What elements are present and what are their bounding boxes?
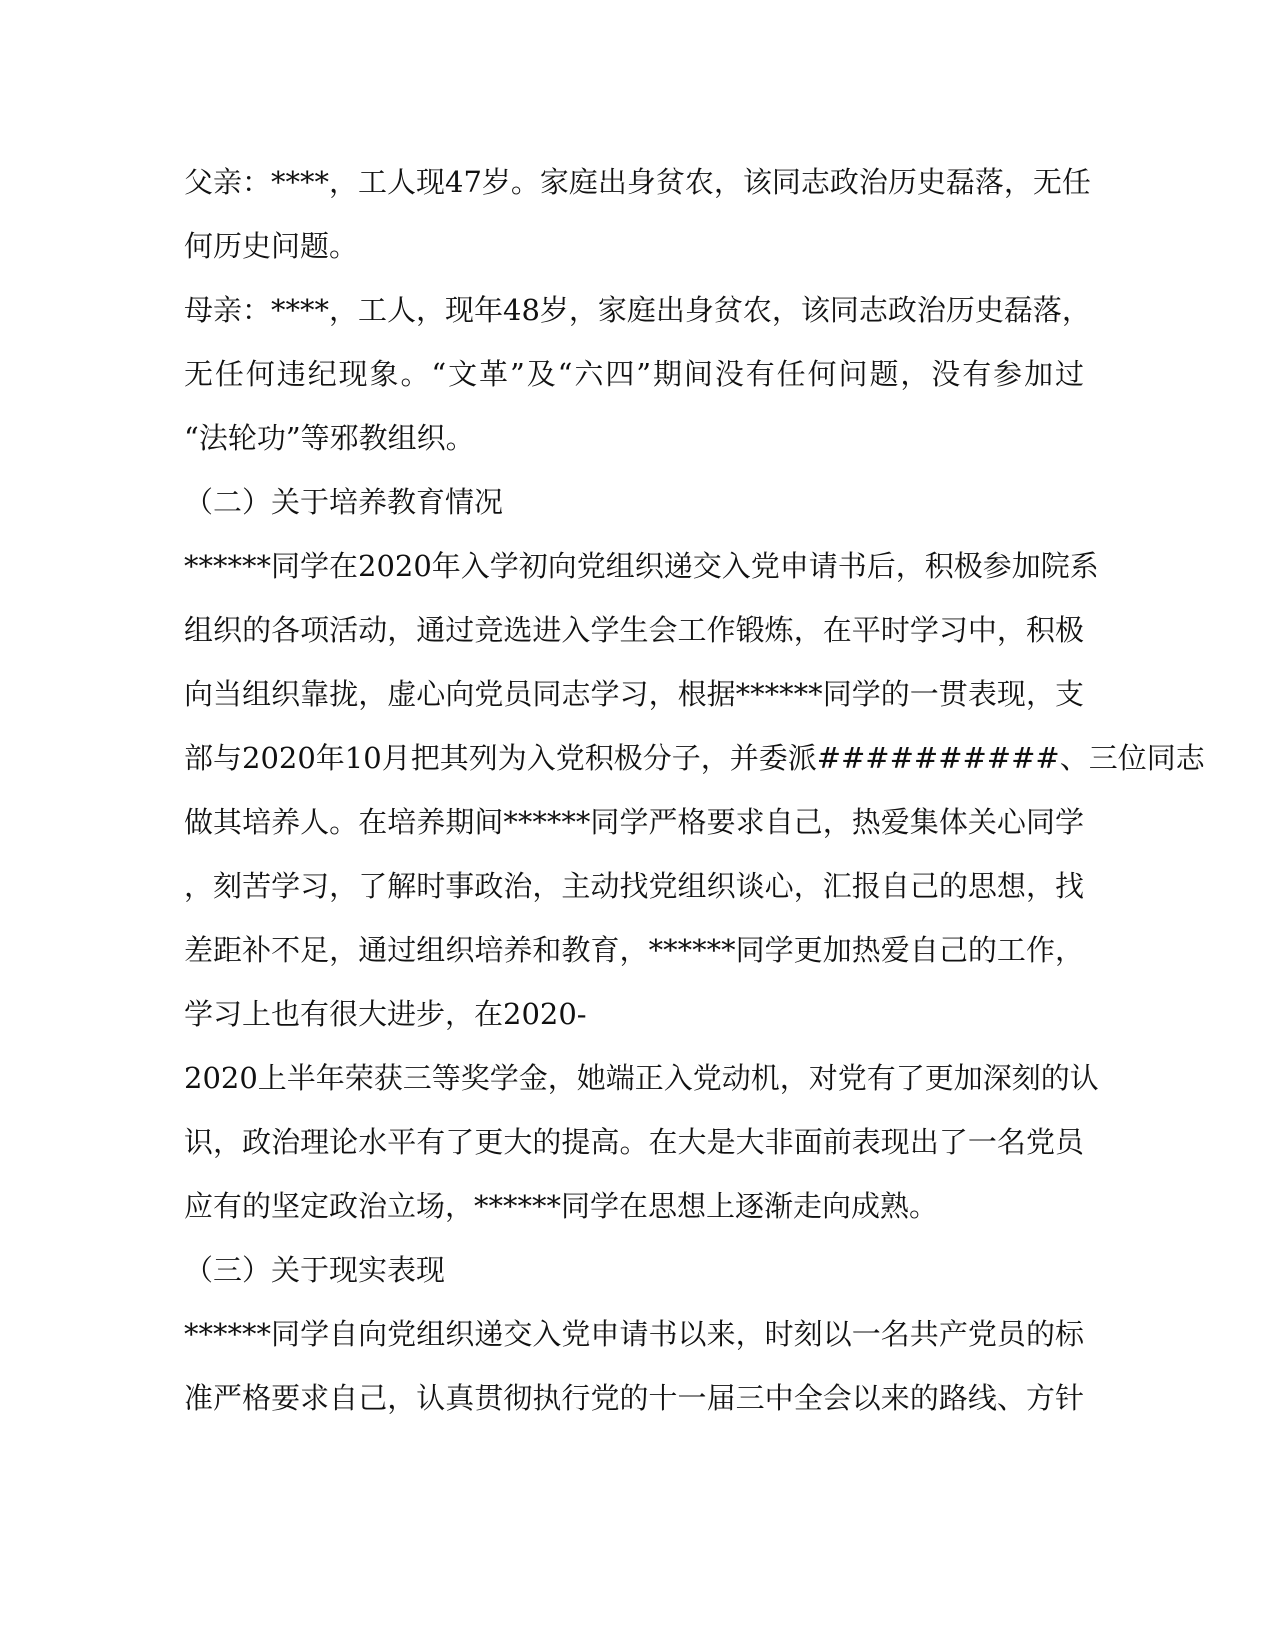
text-line: （三）关于现实表现 <box>184 1253 446 1287</box>
text-line: 组织的各项活动，通过竞选进入学生会工作锻炼，在平时学习中，积极 <box>184 613 1084 647</box>
text-line: 学习上也有很大进步，在2020- <box>184 997 587 1031</box>
text-line: 2020上半年荣获三等奖学金，她端正入党动机，对党有了更加深刻的认 <box>184 1061 1099 1095</box>
text-line: 应有的坚定政治立场，******同学在思想上逐渐走向成熟。 <box>184 1189 939 1223</box>
text-line: 识，政治理论水平有了更大的提高。在大是大非面前表现出了一名党员 <box>184 1125 1084 1159</box>
text-line: 差距补不足，通过组织培养和教育，******同学更加热爱自己的工作， <box>184 933 1084 967</box>
text-line: 准严格要求自己，认真贯彻执行党的十一届三中全会以来的路线、方针 <box>184 1381 1084 1415</box>
text-line: “法轮功”等邪教组织。 <box>184 421 475 455</box>
text-line: 无任何违纪现象。“文革”及“六四”期间没有任何问题，没有参加过 <box>184 357 1084 391</box>
text-line: 何历史问题。 <box>184 229 359 263</box>
text-line: 向当组织靠拢，虚心向党员同志学习，根据******同学的一贯表现，支 <box>184 677 1084 711</box>
text-line: 母亲：****，工人，现年48岁，家庭出身贫农，该同志政治历史磊落， <box>184 293 1091 327</box>
text-line: 部与2020年10月把其列为入党积极分子，并委派##########、三位同志 <box>184 741 1205 775</box>
text-line: ******同学自向党组织递交入党申请书以来，时刻以一名共产党员的标 <box>184 1317 1084 1351</box>
text-line: 父亲：****，工人现47岁。家庭出身贫农，该同志政治历史磊落，无任 <box>184 165 1091 199</box>
text-line: ，刻苦学习，了解时事政治，主动找党组织谈心，汇报自己的思想，找 <box>184 869 1084 903</box>
text-line: 做其培养人。在培养期间******同学严格要求自己，热爱集体关心同学 <box>184 805 1084 839</box>
document-body <box>184 150 1205 1430</box>
text-line: （二）关于培养教育情况 <box>184 485 504 519</box>
text-line: ******同学在2020年入学初向党组织递交入党申请书后，积极参加院系 <box>184 549 1099 583</box>
